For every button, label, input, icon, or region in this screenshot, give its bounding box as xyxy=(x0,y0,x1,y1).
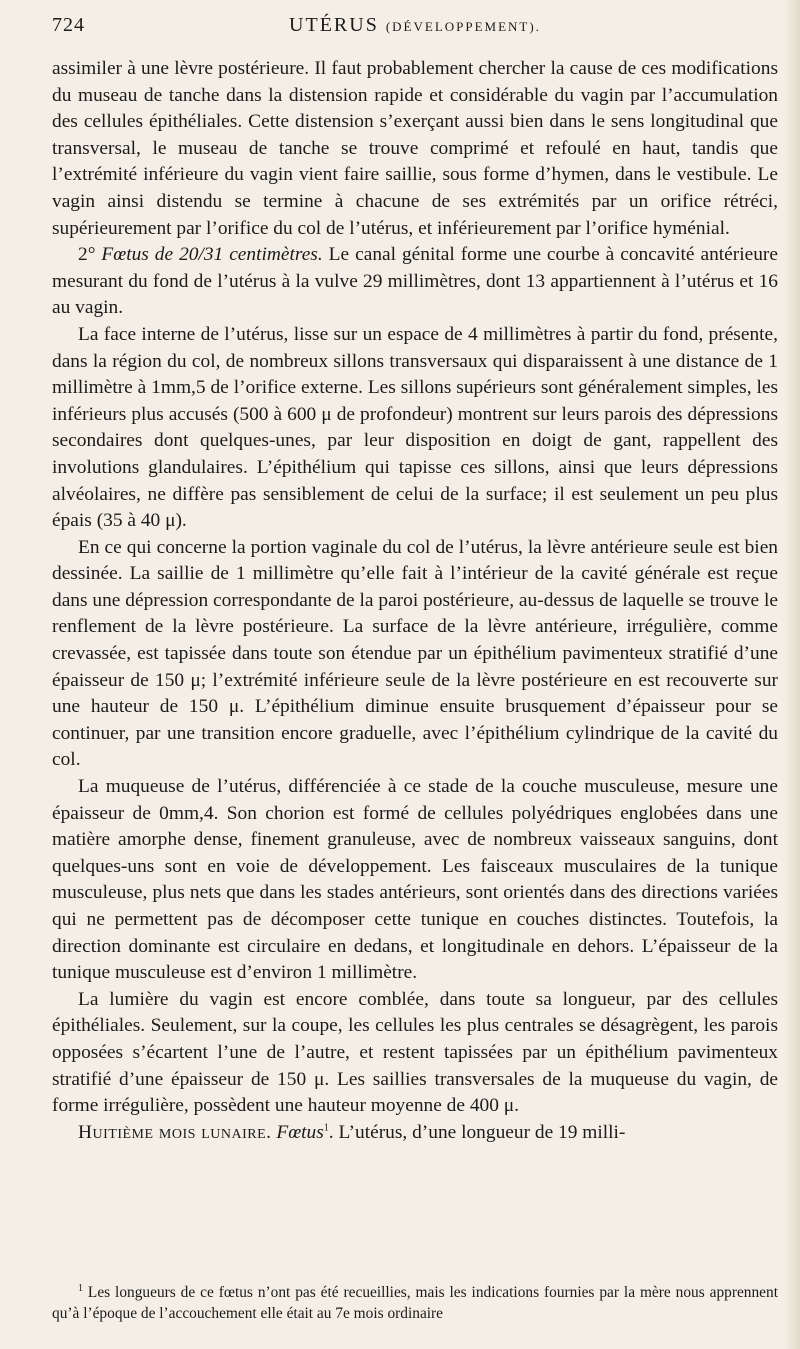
running-head-title: UTÉRUS xyxy=(289,14,379,36)
paragraph-7-text: . L’utérus, d’une longueur de 19 milli- xyxy=(328,1121,626,1143)
paragraph-4-text: En ce qui concerne la portion vaginale du col de l’utérus, la lèvre antérieure seule est bien dessinée. La saillie de 1 millimètre qu’elle fait à l’intérieur de la cavité générale est reçue dans une dépression correspondante de la paroi postérieure, au-dessus de laquelle se trouve le renflement de la lèvre postérieure. La surface de la lèvre antérieure, irrégulière, comme crevassée, est tapissée dans toute son étendue par un épithélium pavimenteux stratifié d’une épaisseur de 150 μ; l’extrémité inférieure seule de la lèvre postérieure en est recouverte sur une hauteur de 150 μ. L’épithélium diminue ensuite brusquement d’épaisseur pour se continuer, par une transition encore graduelle, avec l’épithélium cylindrique de la cavité du col. xyxy=(52,536,778,771)
paragraph-7 xyxy=(52,1120,778,1147)
paragraph-7-heading: Fœtus xyxy=(271,1121,324,1143)
paragraph-3-text: La face interne de l’utérus, lisse sur un espace de 4 millimètres à partir du fond, présente, dans la région du col, de nombreux sillons transversaux qui disparaissent à une distance de 1 millimètre à 1mm,5 de l’orifice externe. Les sillons supérieurs sont généralement simples, les inférieurs plus accusés (500 à 600 μ de profondeur) montrent sur leurs parois des dépressions secondaires dont quelques-unes, par leur disposition en doigt de gant, rappellent des involutions glandulaires. L’épithélium qui tapisse ces sillons, ainsi que leurs dépressions alvéolaires, ne diffère pas sensiblement de celui de la surface; il est seulement un peu plus épais (35 à 40 μ). xyxy=(52,323,778,532)
paragraph-1-text: assimiler à une lèvre postérieure. Il faut probablement chercher la cause de ces modifications du museau de tanche dans la distension rapide et considérable du vagin par l’accumulation des cellules épithéliales. Cette distension s’exerçant aussi bien dans le sens longitudinal que transversal, le museau de tanche se trouve comprimé et refoulé en haut, tandis que l’extrémité inférieure du vagin vient faire saillie, sous forme d’hymen, dans le vestibule. Le vagin ainsi distendu se termine à chacune de ses extrémités par un orifice rétréci, supérieurement par l’orifice du col de l’utérus, et inférieurement par l’orifice hyménial. xyxy=(52,58,778,239)
footnote xyxy=(52,1282,778,1324)
running-head-subtitle: (DÉVELOPPEMENT). xyxy=(385,19,541,34)
paragraph-6-text: La lumière du vagin est encore comblée, dans toute sa longueur, par des cellules épithéliales. Seulement, sur la coupe, les cellules les plus centrales se désagrègent, les parois opposées s’écartent l’une de l’autre, et restent tapissées par un épithélium pavimenteux stratifié d’une épaisseur de 150 μ. Les saillies transversales de la muqueuse du vagin, de forme irrégulière, possèdent une hauteur moyenne de 400 μ. xyxy=(52,988,778,1117)
paragraph-1 xyxy=(52,56,778,242)
paragraph-2-text: Le canal génital forme une courbe à concavité antérieure mesurant du fond de l’utérus à la vulve 29 millimètres, dont 13 appartiennent à l’utérus et 16 au vagin. xyxy=(52,244,778,319)
paragraph-4 xyxy=(52,535,778,774)
paragraph-7-section-label: Huitième mois lunaire. xyxy=(78,1121,272,1143)
paragraph-5-text: La muqueuse de l’utérus, différenciée à ce stade de la couche musculeuse, mesure une épaisseur de 0mm,4. Son chorion est formé de cellules polyédriques englobées dans une matière amorphe dense, finement granuleuse, avec de nombreux vaisseaux sanguins, dont quelques-uns sont en voie de développement. Les faisceaux musculaires de la tunique musculeuse, plus nets que dans les stades antérieurs, sont orientés dans des directions variées qui ne permettent pas de décomposer cette tunique en couches distinctes. Toutefois, la direction dominante est circulaire en dedans, et longitudinale en dehors. L’épaisseur de la tunique musculeuse est d’environ 1 millimètre. xyxy=(52,776,778,984)
running-head xyxy=(52,14,778,37)
footnote-reference: 1 xyxy=(323,1122,329,1134)
paragraph-6 xyxy=(52,987,778,1120)
page-edge-shadow xyxy=(784,0,800,1349)
footnote-text: Les longueurs de ce fœtus n’ont pas été recueillies, mais les indications fournies par la mère nous apprennent qu’à l’époque de l’accouchement elle était au 7e mois ordinaire xyxy=(52,1284,778,1322)
paragraph-2-number: 2° xyxy=(78,244,102,266)
body-text xyxy=(52,56,778,1146)
paragraph-2 xyxy=(52,242,778,322)
paragraph-5 xyxy=(52,774,778,987)
paragraph-2-heading: Fœtus de 20/31 centimètres. xyxy=(101,244,323,266)
page-header xyxy=(52,14,778,42)
page-number: 724 xyxy=(52,14,85,36)
paragraph-3 xyxy=(52,322,778,535)
footnote-marker: 1 xyxy=(78,1282,83,1294)
